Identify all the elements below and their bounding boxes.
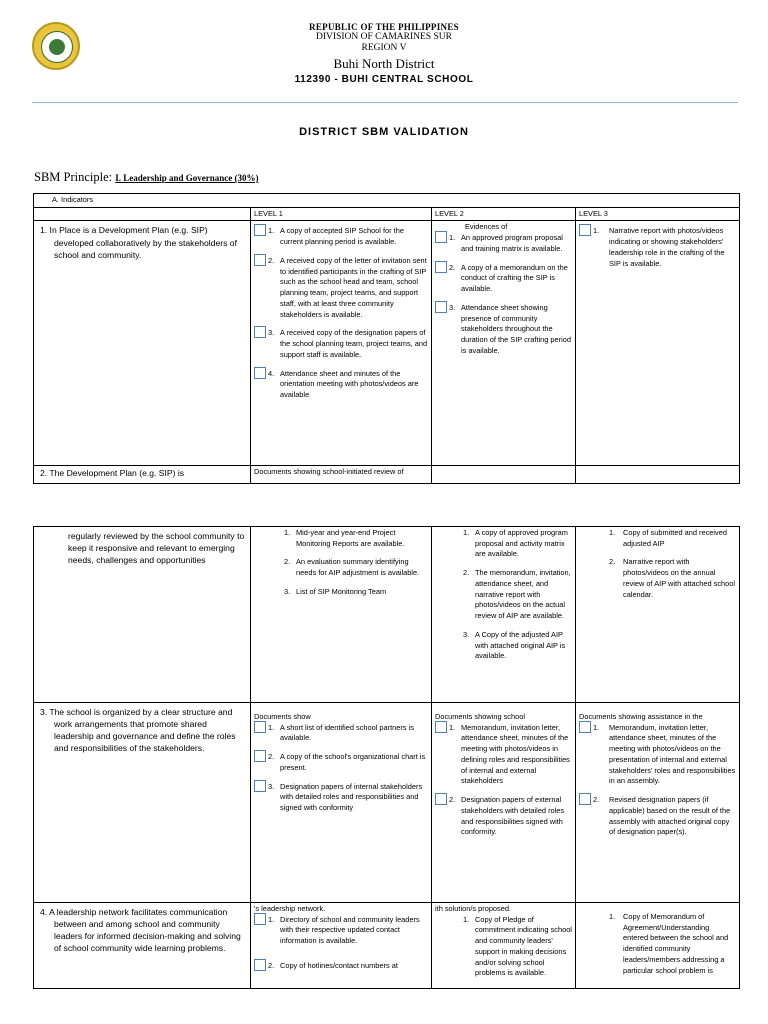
evidence-item: Mid-year and year-end Project Monitoring Reports are available. [296, 528, 405, 548]
header-school: 112390 - BUHI CENTRAL SCHOOL [294, 74, 474, 85]
checkbox[interactable] [579, 224, 591, 236]
evidence-item: Designation papers of external stakeholders with detailed roles and responsibilities signed with conformity. [461, 795, 565, 837]
checkbox[interactable] [435, 261, 447, 273]
level2-lead: Evidences of [465, 222, 508, 232]
indicator-4-level2: ith solution/s proposed. 1. Copy of Pledge of commitment indicating school and community leaders' support in making decisions and/or solving school problems is available. [432, 903, 576, 989]
header-divider [32, 102, 738, 103]
evidence-item: An approved program proposal and training matrix is available. [461, 233, 563, 253]
indicator-2-level2-items: 1. A copy of approved program proposal and activity matrix are available. 2. The memorandum, invitation, attendance sheet, and narrative report with photos/videos on the actual review of AIP are available. 3. A Copy of the adjusted AIP with attached original AIP is available. [432, 527, 576, 703]
indicator-2-continued: regularly reviewed by the school community to keep it responsive and relevant to emerging needs, challenges and opportunities [34, 527, 251, 703]
checkbox[interactable] [254, 326, 266, 338]
header-division: DIVISION OF CAMARINES SUR [316, 32, 452, 42]
indicator-2-level1-items: 1. Mid-year and year-end Project Monitoring Reports are available. 2. An evaluation summary identifying needs for AIP adjustment is available. 3. List of SIP Monitoring Team [251, 527, 432, 703]
indicator-2: 2. The Development Plan (e.g. SIP) is [34, 466, 251, 483]
empty-cell [576, 466, 740, 483]
checkbox[interactable] [254, 367, 266, 379]
evidence-item: List of SIP Monitoring Team [296, 586, 387, 596]
checkbox[interactable] [254, 254, 266, 266]
indicator-3: 3. The school is organized by a clear structure and work arrangements that promote shared leadership and governance and define the roles and responsibilities of the stakeholders. [34, 703, 251, 903]
evidence-item: A received copy of the letter of invitation sent to identified participants in the crafting of SIP such as the school head and team, school planning team, project teams, and support staff, with at least three community stakeholders is available. [280, 255, 427, 319]
indicator-4: 4. A leadership network facilitates communication between and among school and community leaders for informed decision-making and solving of school community wide learning problems. [34, 903, 251, 989]
checkbox[interactable] [254, 913, 266, 925]
indicator-1: 1. In Place is a Development Plan (e.g. SIP) developed collaboratively by the stakeholders of school and community. [34, 221, 251, 466]
indicator-3-level1: Documents show 1. A short list of identified school partners is available. 2. A copy of the school's organizational chart is present. 3. Designation papers of internal stakeholders with detailed roles and responsibilities and signed with conformity [251, 703, 432, 903]
checkbox[interactable] [579, 793, 591, 805]
header-region: REGION V [361, 43, 407, 53]
evidence-item: Narrative report with photos/videos indicating or showing stakeholders' leadership role in the crafting of the SIP is available. [609, 226, 725, 268]
evidence-item: Narrative report with photos/videos on the annual review of AIP with attached school calendar. [623, 557, 736, 599]
evidence-item: A short list of identified school partners is available. [280, 722, 414, 743]
evidence-item: Attendance sheet and minutes of the orientation meeting with photos/videos are available [280, 368, 419, 400]
indicators-table-top [33, 193, 740, 484]
indicator-3-level3: Documents showing assistance in the 1. Memorandum, invitation letter, attendance sheet, minutes of the meeting with photos/videos on the presentation of internal and external stakeholders' roles and responsibilities in an assembly. 2. Revised designation papers (if applicable) based on the result of the assembly with attached original copy of designation paper(s). [576, 703, 740, 903]
level3-header: LEVEL 3 [576, 207, 740, 221]
indicator-4-level3: 1. Copy of Memorandum of Agreement/Understanding entered between the school and identified community leaders/members addressing a particular school problem is [576, 903, 740, 989]
empty-cell [432, 466, 576, 483]
evidence-item: Copy of Pledge of commitment indicating school and community leaders' support in making decisions and/or solving school problems is available. [475, 914, 572, 978]
checkbox[interactable] [254, 750, 266, 762]
level2-header: LEVEL 2 [432, 207, 576, 221]
evidence-item: Directory of school and community leaders with their respective updated contact information is available. [280, 914, 420, 946]
section-indicators: A. Indicators [34, 194, 740, 208]
level2-lead: Documents showing school [435, 712, 525, 721]
checkbox[interactable] [254, 224, 266, 236]
indicator-2-level3-items: 1. Copy of submitted and received adjusted AIP 2. Narrative report with photos/videos on the annual review of AIP with attached school calendar. [576, 527, 740, 703]
indicator-2-level1: Documents showing school-initiated review of [251, 466, 432, 483]
indicator-4-level1: 's leadership network. 1. Directory of school and community leaders with their respective updated contact information is available. 2. Copy of hotlines/contact numbers at [251, 903, 432, 989]
checkbox[interactable] [435, 301, 447, 313]
indicator-3-level2: Documents showing school 1. Memorandum, invitation letter, attendance sheet, minutes of the meeting with photos/videos in defining roles and responsibilities of internal and external stakeholders 2. Designation papers of external stakeholders with detailed roles and responsibilities signed with conformity. [432, 703, 576, 903]
evidence-item: Designation papers of internal stakeholders with detailed roles and responsibilities and signed with conformity [280, 781, 423, 813]
indicator-1-level3: 1. Narrative report with photos/videos indicating or showing stakeholders' leadership role in the crafting of the SIP is available. [576, 221, 740, 466]
sbm-principle [34, 170, 259, 185]
evidence-item: Revised designation papers (if applicable) based on the result of the assembly with attached original copy of designation paper(s). [609, 795, 731, 837]
checkbox[interactable] [435, 721, 447, 733]
evidence-item: A received copy of the designation papers of the school planning team, project teams, and support staff is available. [280, 328, 428, 359]
header-republic: REPUBLIC OF THE PHILIPPINES [309, 22, 459, 32]
evidence-item: Copy of submitted and received adjusted AIP [623, 528, 727, 548]
checkbox[interactable] [254, 780, 266, 792]
level1-header: LEVEL 1 [251, 207, 432, 221]
checkbox[interactable] [254, 721, 266, 733]
level1-lead: Documents show [254, 712, 311, 721]
header-district: Buhi North District [333, 56, 435, 71]
level1-lead: 's leadership network. [254, 904, 326, 913]
checkbox[interactable] [254, 959, 266, 971]
level2-lead: ith solution/s proposed. [435, 904, 512, 913]
indicators-table-bottom [33, 526, 740, 989]
indicator-1-level1: 1. A copy of accepted SIP School for the current planning period is available. 2. A received copy of the letter of invitation sent to identified participants in the crafting of SIP such as the school head and team, school planning team, project teams, and support staff, with at least three community stakeholders is available. 3. A received copy of the designation papers of the school planning team, project teams, and support staff is available. 4. Attendance sheet and minutes of the orientation meeting with photos/videos are available [251, 221, 432, 466]
checkbox[interactable] [579, 721, 591, 733]
evidence-item: A copy of a memorandum on the conduct of crafting the SIP is available. [461, 262, 568, 294]
empty-header-cell [34, 207, 251, 221]
principle-value: I. Leadership and Governance (30%) [115, 173, 259, 183]
evidence-item: Memorandum, invitation letter, attendance sheet, minutes of the meeting with photos/videos in defining roles and responsibilities of internal and external stakeholders [461, 722, 570, 786]
level3-lead: Documents showing assistance in the [579, 712, 703, 721]
evidence-item: An evaluation summary identifying needs for AIP adjustment is available. [296, 557, 420, 578]
evidence-item: A Copy of the adjusted AIP with attached original AIP is available. [475, 629, 566, 661]
evidence-item: The memorandum, invitation, attendance sheet, and narrative report with photos/videos on the actual review of AIP are available. [475, 568, 571, 621]
evidence-item: A copy of the school's organizational chart is present. [280, 752, 426, 772]
checkbox[interactable] [435, 793, 447, 805]
evidence-item: Copy of Memorandum of Agreement/Understanding entered between the school and identified community leaders/members addressing a particular school problem is [623, 912, 729, 975]
evidence-item: A copy of accepted SIP School for the current planning period is available. [280, 226, 404, 247]
checkbox[interactable] [435, 231, 447, 243]
indicator-1-level2: Evidences of 1. An approved program proposal and training matrix is available. 2. A copy of a memorandum on the conduct of crafting the SIP is available. 3. Attendance sheet showing presence of community stakeholders throughout the duration of the SIP crafting period is available. [432, 221, 576, 466]
page-title: DISTRICT SBM VALIDATION [299, 126, 469, 138]
evidence-item: Copy of hotlines/contact numbers at [280, 960, 398, 970]
evidence-item: Attendance sheet showing presence of community stakeholders throughout the duration of the SIP crafting period is available. [461, 302, 571, 355]
evidence-item: Memorandum, invitation letter, attendance sheet, minutes of the meeting with photos/videos on the presentation of internal and external stakeholders' roles and responsibilities in an assembly. [609, 722, 736, 786]
evidence-item: A copy of approved program proposal and activity matrix are available. [475, 528, 568, 559]
principle-label: SBM Principle: [34, 170, 113, 184]
